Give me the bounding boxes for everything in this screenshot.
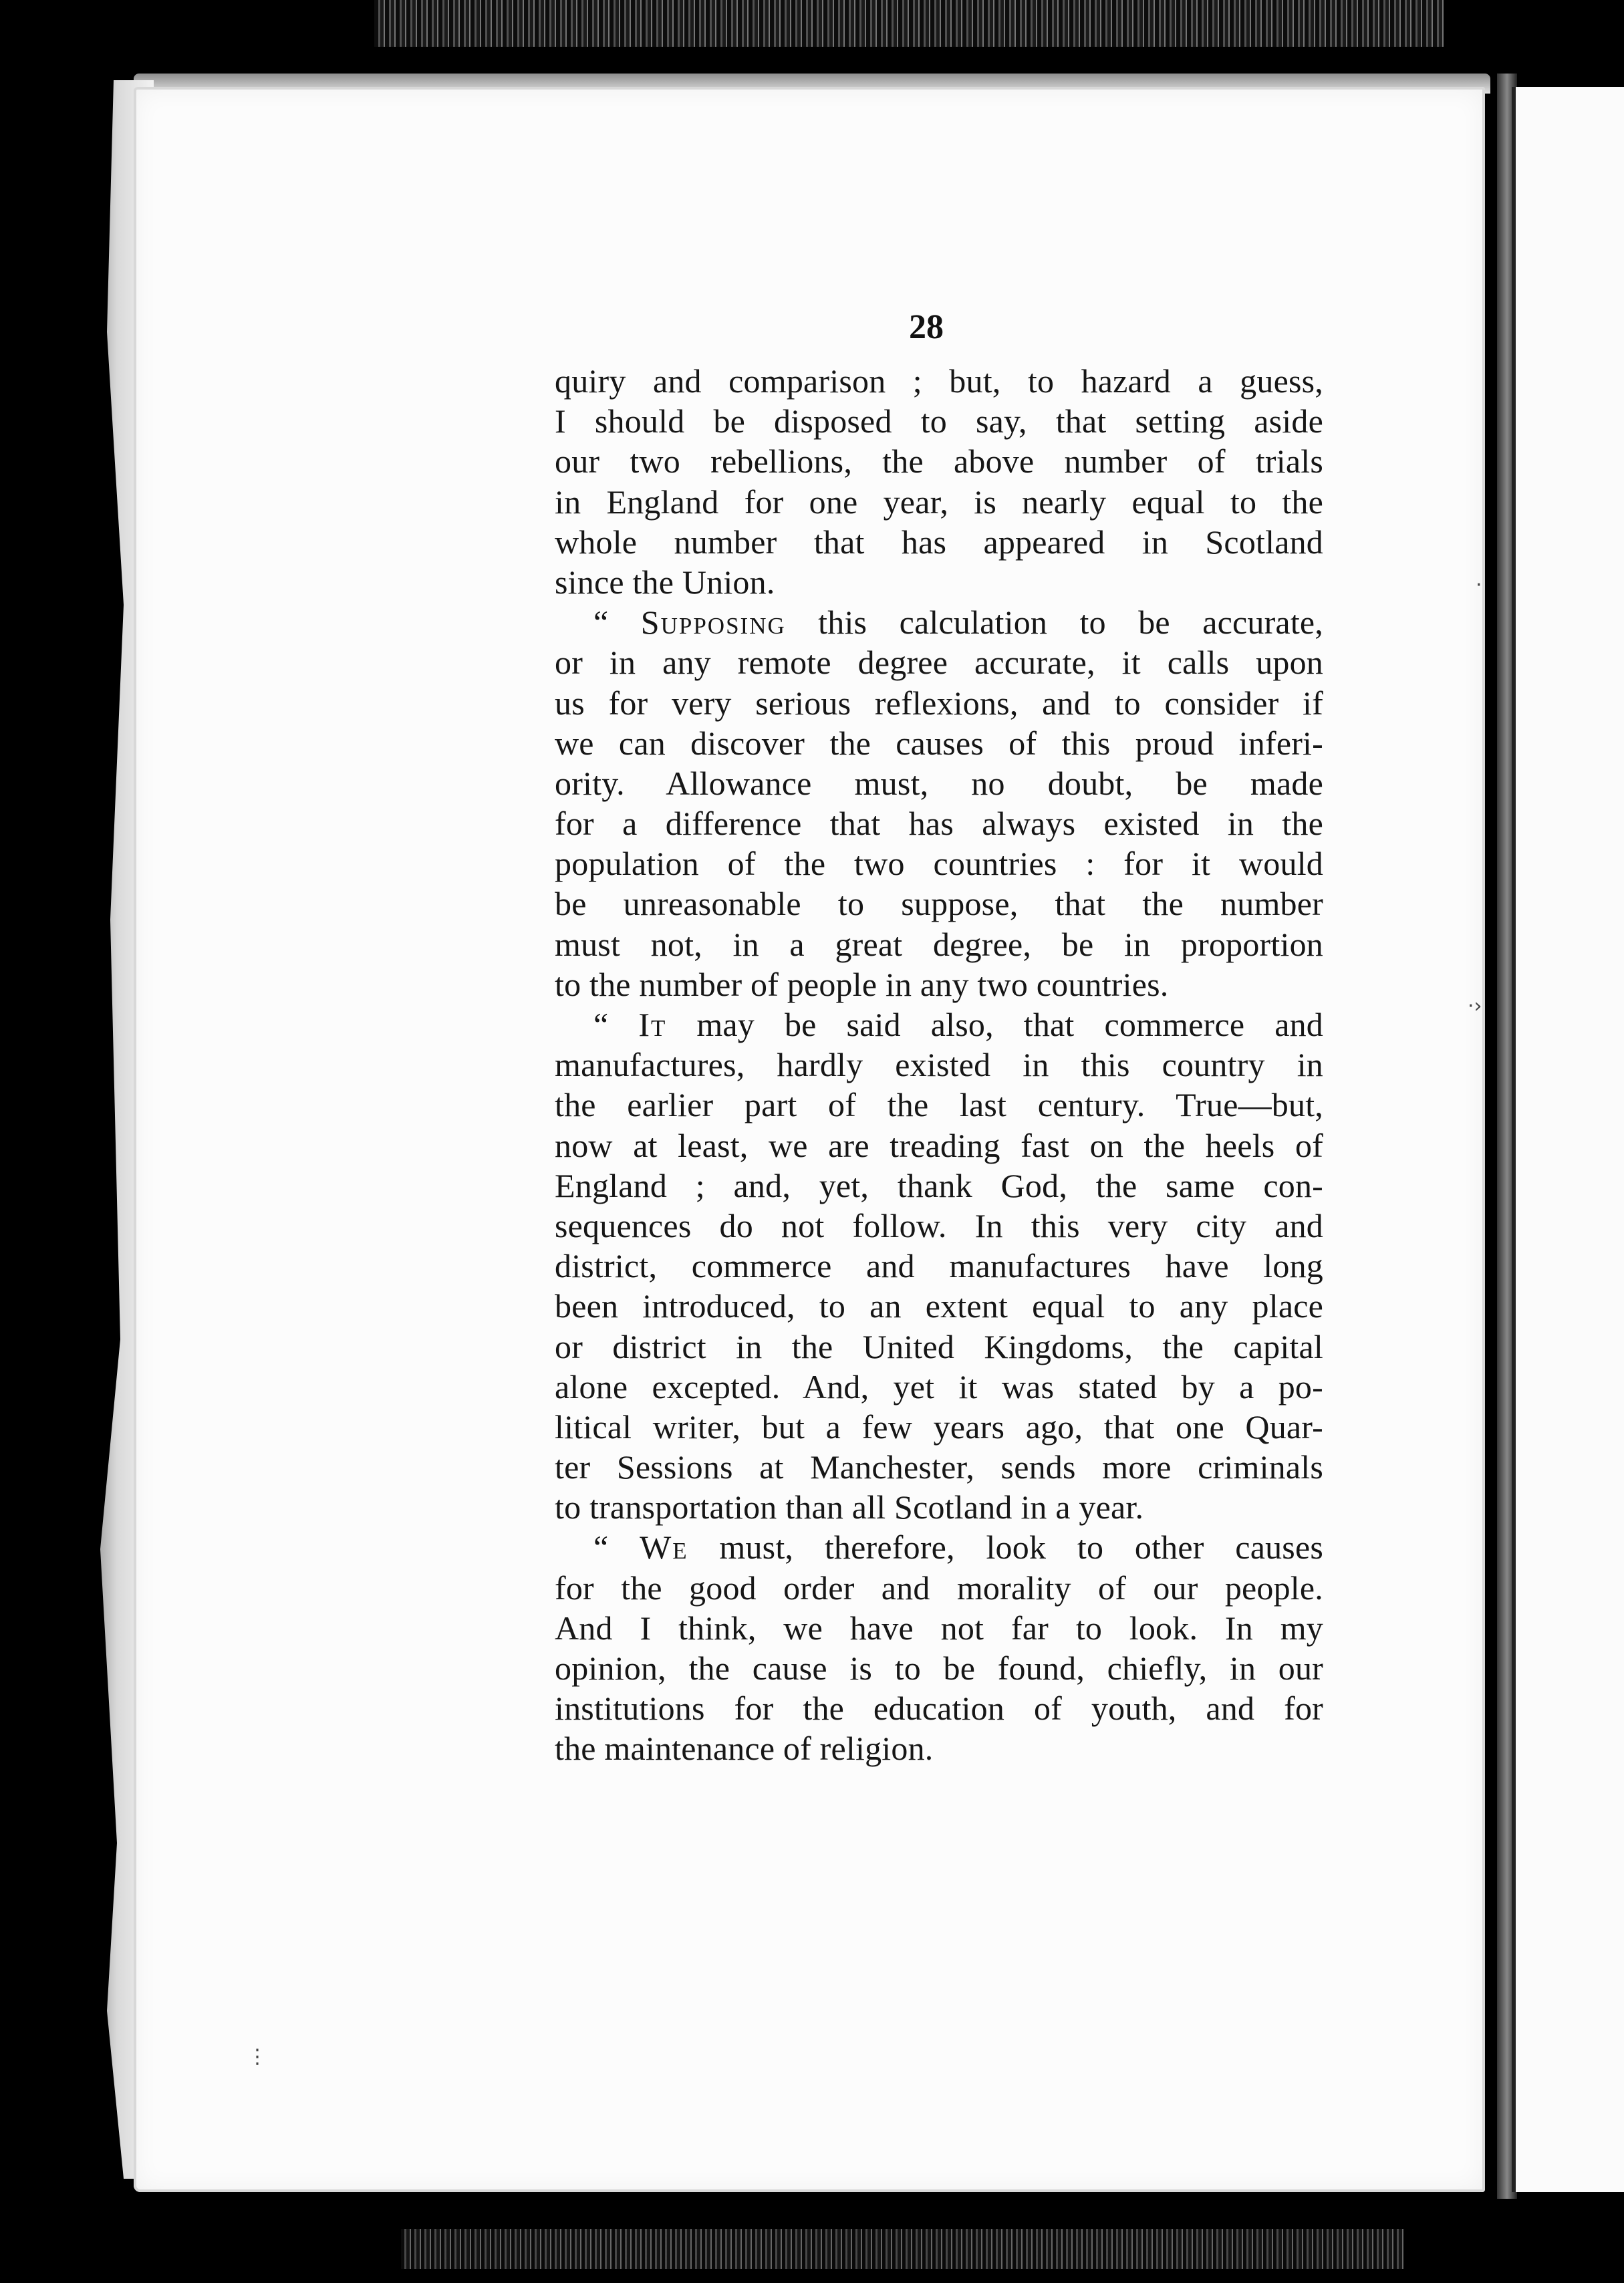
margin-mark: · xyxy=(1476,573,1482,597)
margin-mark: ·› xyxy=(1468,994,1482,1018)
text-line xyxy=(555,562,1323,602)
text-line xyxy=(555,1166,1323,1206)
line-text: institutions for the education of youth, and for xyxy=(555,1690,1323,1728)
line-text: ority. Allowance must, no doubt, be made xyxy=(555,764,1323,802)
line-text: for the good order and morality of our people. xyxy=(555,1569,1323,1607)
line-text: must not, in a great degree, be in proportion xyxy=(555,925,1323,963)
text-line xyxy=(555,924,1323,964)
text-line xyxy=(555,1045,1323,1085)
text-line xyxy=(555,1608,1323,1648)
line-text: opinion, the cause is to be found, chiefly, in our xyxy=(555,1649,1323,1687)
line-text: And I think, we have not far to look. In my xyxy=(555,1609,1323,1647)
text-line xyxy=(555,1367,1323,1407)
line-text: quiry and comparison ; but, to hazard a guess, xyxy=(555,362,1323,400)
line-text: the earlier part of the last century. True—but, xyxy=(555,1086,1323,1124)
text-line xyxy=(555,1206,1323,1246)
opening-quote: “ xyxy=(593,603,641,642)
text-line xyxy=(555,1447,1323,1487)
line-text: alone excepted. And, yet it was stated by a po- xyxy=(555,1367,1323,1405)
line-text: now at least, we are treading fast on the heels of xyxy=(555,1126,1323,1164)
text-line xyxy=(555,1004,1323,1045)
text-line xyxy=(555,1527,1323,1567)
line-text: district, commerce and manufactures have long xyxy=(555,1247,1323,1285)
binding-top-strip xyxy=(374,0,1444,47)
line-text: this calculation to be accurate, xyxy=(785,603,1324,642)
line-text: population of the two countries : for it would xyxy=(555,845,1323,883)
text-line xyxy=(555,1407,1323,1447)
text-line xyxy=(555,843,1323,884)
line-text: sequences do not follow. In this very city and xyxy=(555,1206,1323,1244)
line-text: the maintenance of religion. xyxy=(555,1730,934,1768)
line-text: must, therefore, look to other causes xyxy=(688,1528,1323,1567)
text-line xyxy=(555,1688,1323,1728)
small-caps-word: Supposing xyxy=(640,603,786,642)
text-line xyxy=(555,1327,1323,1367)
line-text: been introduced, to an extent equal to any place xyxy=(555,1287,1323,1325)
text-line xyxy=(555,884,1323,924)
opening-quote: “ xyxy=(593,1528,640,1567)
text-line xyxy=(555,1568,1323,1608)
line-text: to the number of people in any two countries. xyxy=(555,965,1169,1003)
text-line xyxy=(555,361,1323,401)
facing-page xyxy=(1512,87,1624,2192)
line-text: be unreasonable to suppose, that the number xyxy=(555,885,1323,923)
binding-bottom-strip xyxy=(401,2229,1403,2269)
text-line xyxy=(555,964,1323,1004)
text-line xyxy=(555,522,1323,562)
line-text: or district in the United Kingdoms, the capital xyxy=(555,1327,1323,1365)
text-line xyxy=(555,1246,1323,1286)
line-text: may be said also, that commerce and xyxy=(666,1006,1324,1043)
text-line xyxy=(555,602,1323,642)
line-text: whole number that has appeared in Scotland xyxy=(555,523,1323,561)
text-line xyxy=(555,642,1323,682)
line-text: we can discover the causes of this proud inferi- xyxy=(555,724,1323,762)
line-text: for a difference that has always existed in the xyxy=(555,805,1323,843)
body-text xyxy=(555,361,1323,1769)
line-text: or in any remote degree accurate, it calls upon xyxy=(555,644,1323,682)
text-line xyxy=(555,1085,1323,1125)
text-line xyxy=(555,441,1323,481)
text-line xyxy=(555,1487,1323,1527)
line-text: England ; and, yet, thank God, the same con- xyxy=(555,1166,1323,1204)
line-text: us for very serious reflexions, and to consider if xyxy=(555,684,1323,722)
line-text: in England for one year, is nearly equal to the xyxy=(555,483,1323,521)
text-line xyxy=(555,763,1323,803)
line-text: our two rebellions, the above number of trials xyxy=(555,442,1323,481)
line-text: to transportation than all Scotland in a year. xyxy=(555,1488,1144,1526)
text-line xyxy=(555,482,1323,522)
small-caps-word: It xyxy=(638,1006,667,1043)
line-text: litical writer, but a few years ago, that one Quar- xyxy=(555,1407,1323,1446)
line-text: ter Sessions at Manchester, sends more criminals xyxy=(555,1448,1323,1486)
text-line xyxy=(555,1125,1323,1166)
line-text: I should be disposed to say, that setting aside xyxy=(555,402,1323,440)
text-line xyxy=(555,723,1323,763)
page-number: 28 xyxy=(909,308,944,346)
text-line xyxy=(555,1286,1323,1326)
text-line xyxy=(555,1648,1323,1688)
text-line xyxy=(555,683,1323,723)
line-text: since the Union. xyxy=(555,563,775,601)
margin-mark: ⋮ xyxy=(247,2045,267,2068)
small-caps-word: We xyxy=(640,1528,688,1567)
text-line xyxy=(555,803,1323,843)
line-text: manufactures, hardly existed in this country in xyxy=(555,1046,1323,1084)
text-line xyxy=(555,401,1323,441)
opening-quote: “ xyxy=(593,1006,639,1043)
text-line xyxy=(555,1728,1323,1768)
